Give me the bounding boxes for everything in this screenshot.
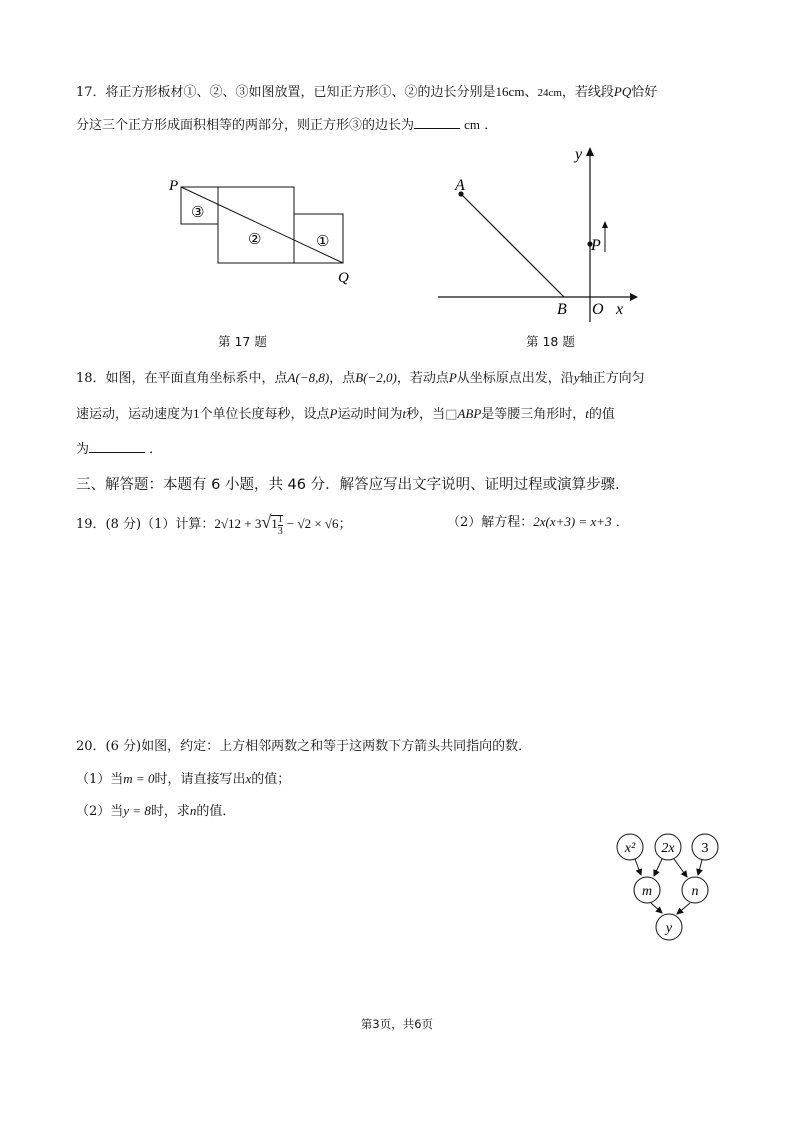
mixed-number: 1 $\frac{1}{3}$ [271, 513, 283, 537]
arrow-n-y [677, 903, 690, 914]
q20-part1: （1）当m = 0时，请直接写出x的值； [76, 771, 291, 787]
label-o: O [592, 301, 604, 318]
figure-20-diagram [610, 828, 725, 943]
q18-line2: 速运动，运动速度为1个单位长度每秒，设点P运动时间为t秒，当□ABP是等腰三角形时，t的值 [76, 406, 615, 422]
section-3-heading: 三、解答题：本题有 6 小题，共 46 分．解答应写出文字说明、证明过程或演算步骤． [76, 477, 630, 493]
q19-line: 19．(8 分)（1）计算：2√12 + 3√1 $\frac{1}{3}$ − √2 × √6； [76, 512, 352, 537]
arrow-2x-n [674, 859, 687, 877]
label-sq2: ② [248, 232, 262, 248]
node-2x-label: 2x [661, 841, 675, 856]
label-a: A [455, 177, 465, 194]
label-p: P [169, 178, 179, 194]
arrow-x2-m [635, 859, 641, 875]
x-axis-arrow [630, 293, 638, 301]
figure-18 [430, 140, 640, 325]
q20-part2: （2）当y = 8时，求n的值． [76, 803, 236, 819]
label-p18: P [591, 237, 601, 254]
figure-18-caption: 第 18 题 [526, 334, 575, 349]
label-sq1: ① [316, 234, 330, 250]
label-sq3: ③ [191, 205, 205, 221]
arrow-3-n [698, 860, 702, 875]
q19-part2: （2）解方程：2x(x+3) = x+3 ． [447, 514, 629, 530]
page-footer: 第3页，共6页 [360, 1017, 434, 1031]
square-2 [218, 187, 294, 263]
q17-line2: 分这三个正方形成面积相等的两部分，则正方形③的边长为 cm ． [76, 114, 497, 136]
label-x: x [616, 301, 624, 318]
y-axis-arrow [586, 147, 594, 156]
q17-answer-blank [414, 114, 460, 129]
label-b: B [557, 301, 567, 318]
p-motion-arrowhead [602, 221, 608, 228]
q17-line1: 17．将正方形板材①、②、③如图放置，已知正方形①、②的边长分别是16cm、24cm，若线段PQ恰好 [76, 84, 658, 100]
figure-17-caption: 第 17 题 [218, 334, 267, 349]
node-3-label: 3 [701, 841, 709, 856]
segment-pq [181, 187, 343, 263]
arrow-2x-m [654, 859, 662, 876]
node-m-label: m [641, 884, 653, 899]
arrow-m-y [651, 903, 662, 913]
label-y: y [575, 146, 583, 163]
label-q: Q [338, 270, 349, 286]
q18-line1: 18．如图，在平面直角坐标系中，点A(−8,8)，点B(−2,0)，若动点P从坐标原点出发，沿y轴正方向匀 [76, 370, 645, 386]
node-y-label: y [665, 921, 673, 936]
node-n-label: n [691, 884, 699, 899]
q18-answer-blank [89, 438, 145, 453]
node-x2-label: x² [624, 841, 636, 856]
figure-17 [160, 170, 370, 290]
sqrt-sign: √ [261, 512, 272, 532]
q20-head: 20．(6 分)如图，约定：上方相邻两数之和等于这两数下方箭头共同指向的数． [76, 739, 532, 754]
segment-ab [461, 194, 564, 297]
q18-line3: 为 ． [76, 438, 162, 460]
